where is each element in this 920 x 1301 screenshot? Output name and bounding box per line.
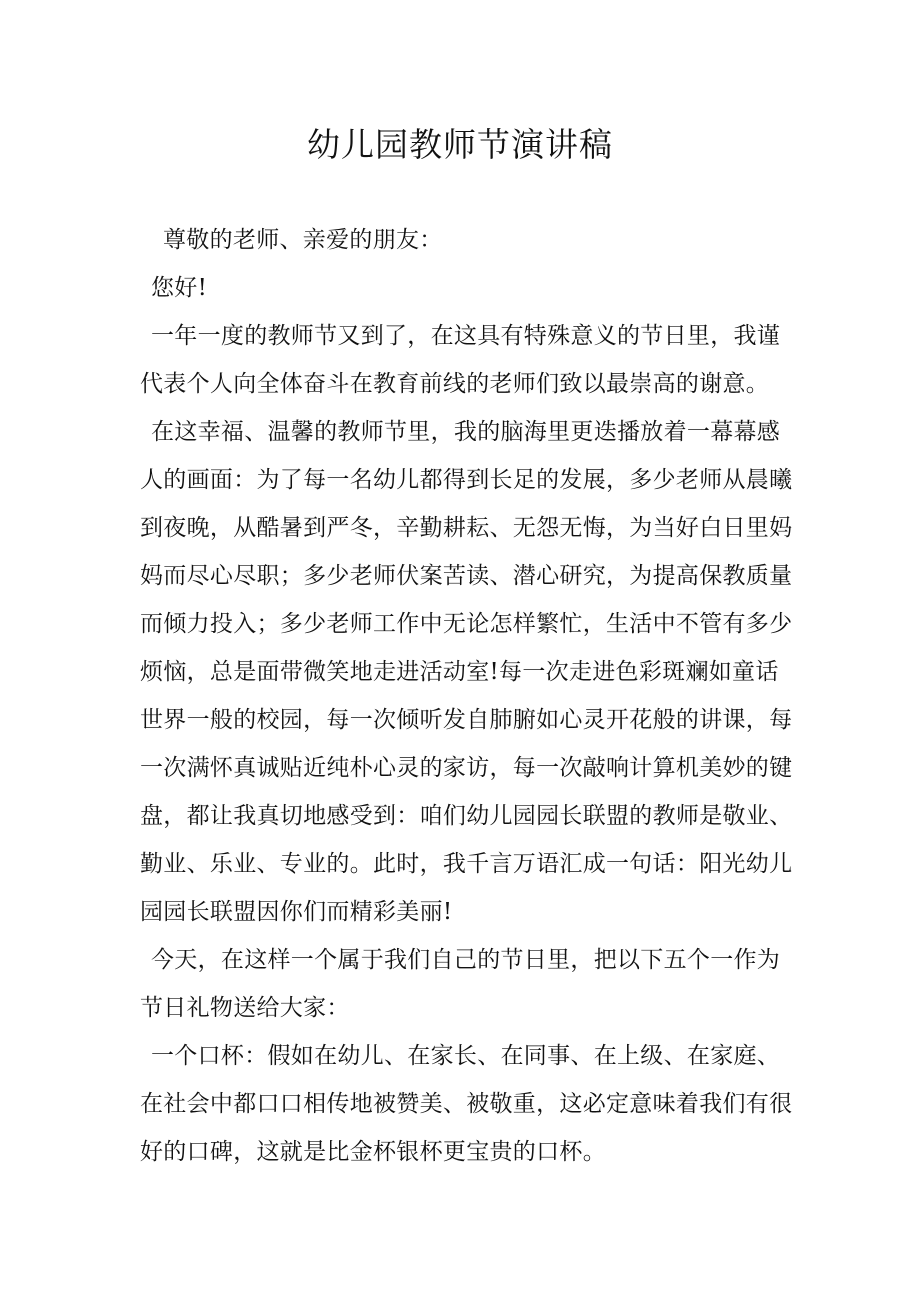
document-title: 幼儿园教师节演讲稿 <box>307 125 613 164</box>
paragraph-line: 盘，都让我真切地感受到：咱们幼儿园园长联盟的教师是敬业、 <box>140 803 793 829</box>
paragraph-line: 一年一度的教师节又到了，在这具有特殊意义的节日里，我谨 <box>151 323 781 349</box>
paragraph-line: 代表个人向全体奋斗在教育前线的老师们致以最崇高的谢意。 <box>140 371 770 397</box>
greeting-line: 您好! <box>151 275 208 301</box>
paragraph-line: 园园长联盟因你们而精彩美丽! <box>140 899 453 925</box>
paragraph-line: 一次满怀真诚贴近纯朴心灵的家访，每一次敲响计算机美妙的键 <box>140 755 793 781</box>
paragraph-line: 妈而尽心尽职；多少老师伏案苦读、潜心研究，为提高保教质量 <box>140 563 793 589</box>
paragraph-line: 到夜晚，从酷暑到严冬，辛勤耕耘、无怨无悔，为当好白日里妈 <box>140 515 793 541</box>
paragraph-line: 节日礼物送给大家： <box>140 995 350 1021</box>
salutation-line: 尊敬的老师、亲爱的朋友： <box>163 227 443 253</box>
paragraph-line: 人的画面：为了每一名幼儿都得到长足的发展，多少老师从晨曦 <box>140 467 793 493</box>
paragraph-line: 好的口碑，这就是比金杯银杯更宝贵的口杯。 <box>140 1139 606 1165</box>
paragraph-line: 世界一般的校园，每一次倾听发自肺腑如心灵开花般的讲课，每 <box>140 707 793 733</box>
paragraph-line: 在社会中都口口相传地被赞美、被敬重，这必定意味着我们有很 <box>140 1091 793 1117</box>
paragraph-line: 在这幸福、温馨的教师节里，我的脑海里更迭播放着一幕幕感 <box>151 419 781 445</box>
paragraph-line: 勤业、乐业、专业的。此时，我千言万语汇成一句话：阳光幼儿 <box>140 851 793 877</box>
paragraph-line: 烦恼，总是面带微笑地走进活动室!每一次走进色彩斑斓如童话 <box>140 659 779 685</box>
paragraph-line: 今天，在这样一个属于我们自己的节日里，把以下五个一作为 <box>151 947 781 973</box>
paragraph-line: 而倾力投入；多少老师工作中无论怎样繁忙，生活中不管有多少 <box>140 611 793 637</box>
paragraph-line: 一个口杯：假如在幼儿、在家长、在同事、在上级、在家庭、 <box>151 1043 781 1069</box>
